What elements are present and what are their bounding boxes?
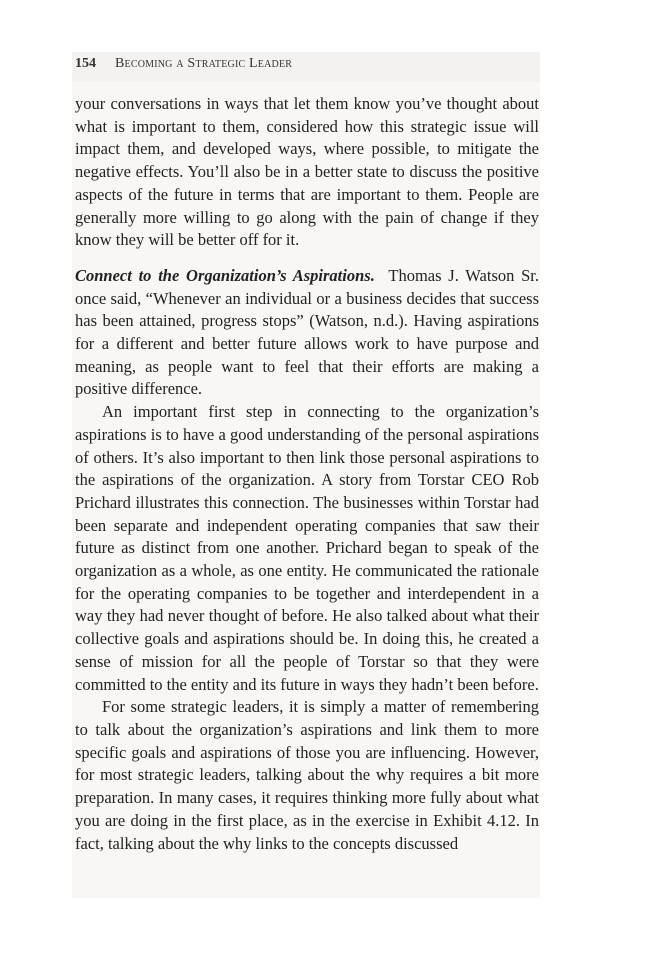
book-title: Becoming a Strategic Leader <box>115 56 293 71</box>
body-text <box>75 93 539 855</box>
paragraph: For some strategic leaders, it is simply a matter of remembering to talk about the organization’s aspirations and link them to more specific goals and aspirations of those you are influencing. However, for most strategic leaders, talking about the why requires a bit more preparation. In many cases, it requires thinking more fully about what you are doing in the first place, as in the exercise in Exhibit 4.12. In fact, talking about the why links to the concepts discussed <box>75 697 539 853</box>
paragraph-text: Thomas J. Watson Sr. once said, “Whenever an individual or a business decides that success has been attained, progress stops” (Watson, n.d.). Having aspirations for a different and better future allows work to have purpose and meaning, as people want to feel that their efforts are making a positive difference. <box>75 265 540 399</box>
page-number: 154 <box>75 56 96 71</box>
running-header <box>72 52 540 82</box>
section-heading: Connect to the Organization’s Aspirations. <box>75 265 375 285</box>
paragraph: your conversations in ways that let them know you’ve thought about what is important to them, considered how this strategic issue will impact them, and developed ways, where possible, to mitigate the negative effects. You’ll also be in a better state to discuss the positive aspects of the future in terms that are important to them. People are generally more willing to go along with the pain of change if they know they will be better off for it. <box>75 94 539 250</box>
paragraph: An important first step in connecting to the organization’s aspirations is to have a good understanding of the personal aspirations of others. It’s also important to then link those personal aspirations to the aspirations of the organization. A story from Torstar CEO Rob Prichard illustrates this connection. The businesses within Torstar had been separate and independent operating companies that saw their future as distinct from one another. Prichard began to speak of the organization as a whole, as one entity. He communicated the rationale for the operating companies to be together and interdependent in a way they had never thought of before. He also talked about what their collective goals and aspirations should be. In doing this, he created a sense of mission for all the people of Torstar so that they were committed to the entity and its future in ways they hadn’t been before. <box>75 402 539 694</box>
page <box>72 52 540 898</box>
paragraph <box>75 265 539 401</box>
